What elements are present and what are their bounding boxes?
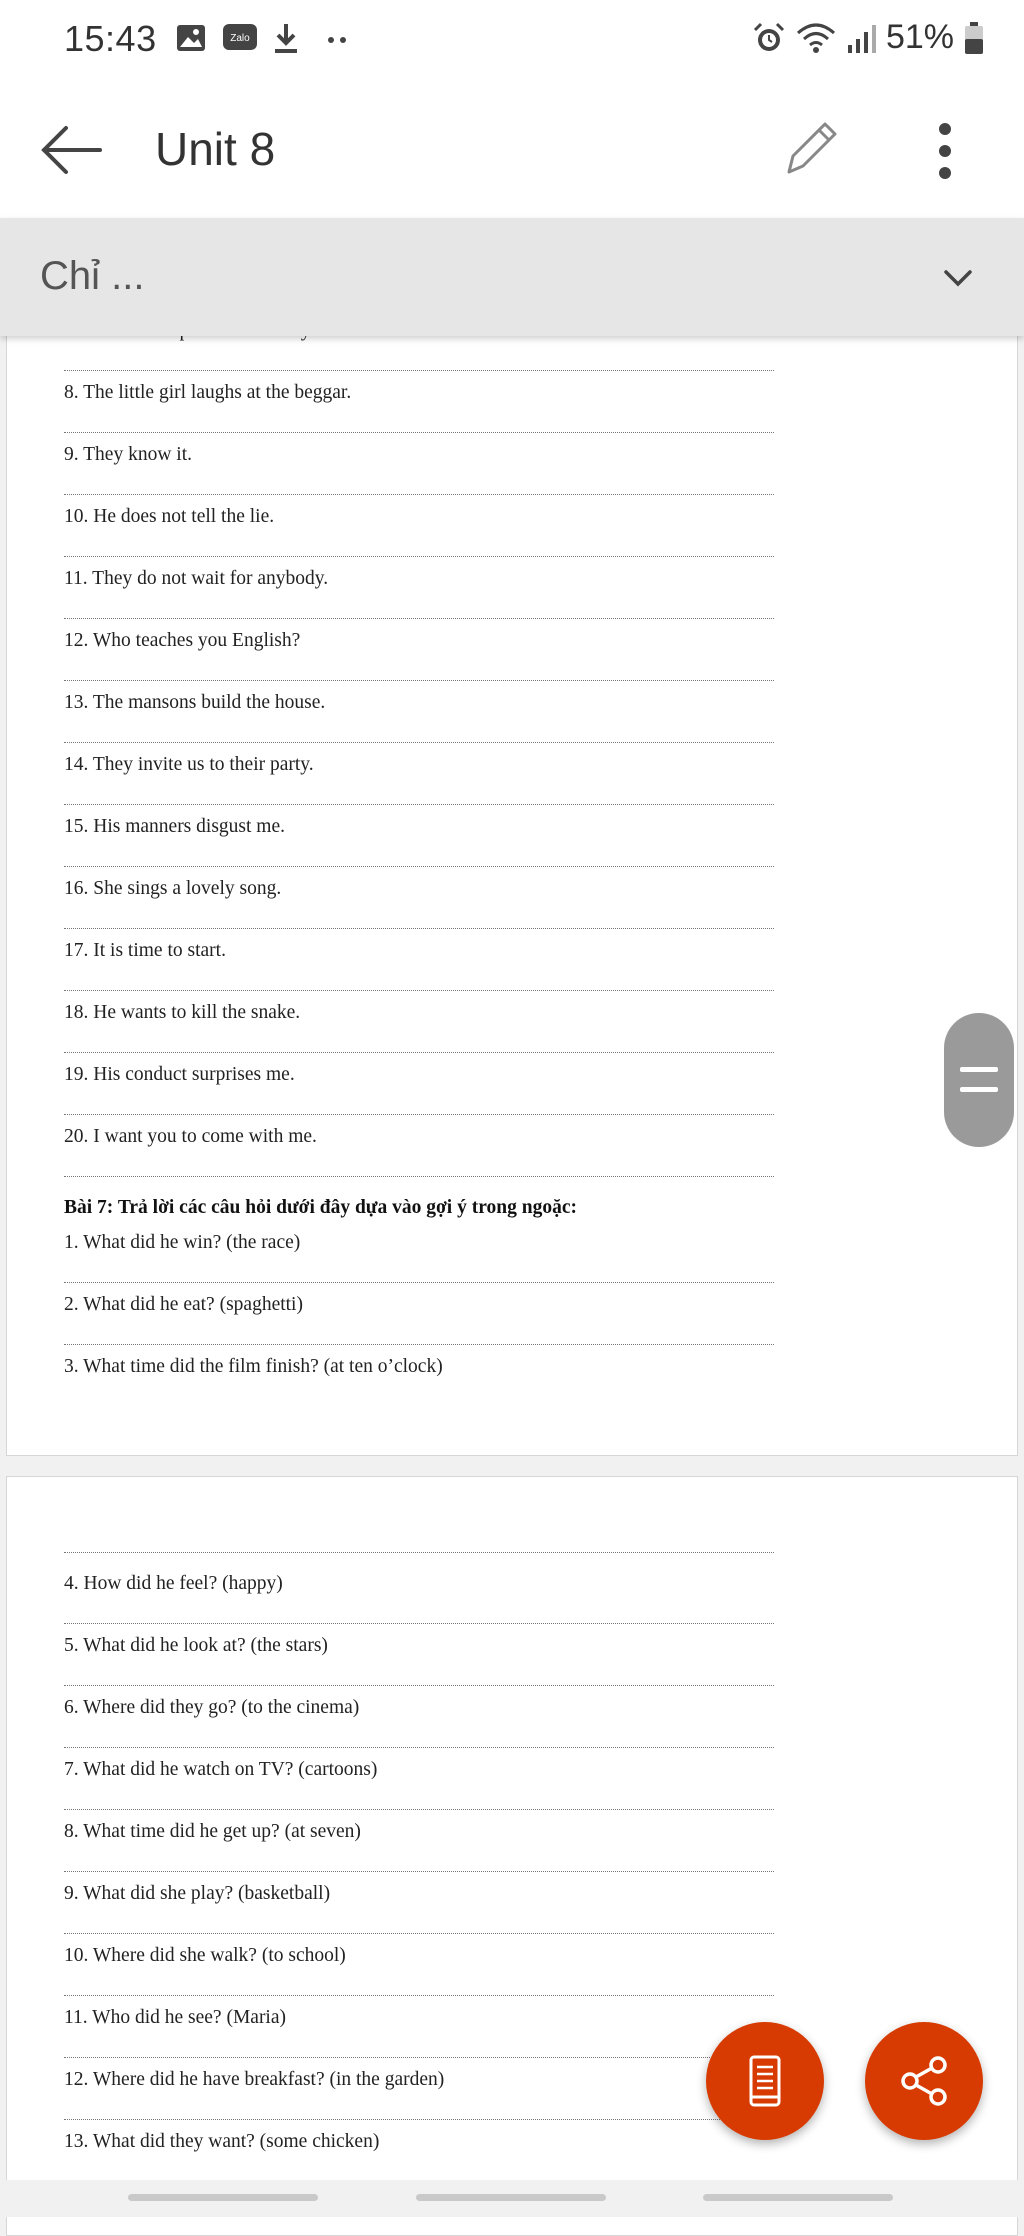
nav-recents-button[interactable]: [128, 2194, 318, 2201]
list-item: 13. The mansons build the house.: [64, 681, 774, 743]
grip-line: [960, 1067, 998, 1072]
chevron-down-icon: [938, 258, 978, 298]
wifi-icon: [796, 21, 836, 55]
battery-icon: [964, 21, 984, 55]
list-item: 14. They invite us to their party.: [64, 743, 774, 805]
list-item: 16. She sings a lovely song.: [64, 867, 774, 929]
list-item: 11. Who did he see? (Maria): [64, 1996, 774, 2058]
pencil-icon[interactable]: [775, 114, 845, 184]
list-item: 20. I want you to come with me.: [64, 1115, 774, 1177]
grip-line: [960, 1087, 998, 1092]
scroll-handle[interactable]: [944, 1013, 1014, 1147]
list-item: 9. They know it.: [64, 433, 774, 495]
list-item: 2. What did he eat? (spaghetti): [64, 1283, 774, 1345]
list-item: 12. Where did he have breakfast? (in the garden): [64, 2058, 774, 2120]
question-list-continued: [64, 1562, 774, 2182]
question-list: [64, 1221, 774, 1407]
status-time: 15:43: [64, 18, 157, 59]
download-icon: [272, 22, 300, 54]
system-nav-bar: [0, 2180, 1024, 2217]
list-item: 3. What time did the film finish? (at ten o’clock): [64, 1356, 443, 1377]
list-item: 9. What did she play? (basketball): [64, 1872, 774, 1934]
exercise-list: [64, 309, 774, 1177]
list-item: 10. Where did she walk? (to school): [64, 1934, 774, 1996]
status-right: [752, 18, 984, 57]
more-dots-icon: [325, 22, 351, 54]
reading-mode-button[interactable]: [706, 2022, 824, 2140]
list-item: 4. How did he feel? (happy): [64, 1562, 774, 1624]
list-item: 6. Where did they go? (to the cinema): [64, 1686, 774, 1748]
list-item: 5. What did he look at? (the stars): [64, 1624, 774, 1686]
list-item: 15. His manners disgust me.: [64, 805, 774, 867]
app-header: [0, 80, 1024, 218]
list-item: 1. What did he win? (the race): [64, 1221, 774, 1283]
list-item: 8. The little girl laughs at the beggar.: [64, 371, 774, 433]
more-vertical-icon[interactable]: [920, 116, 970, 186]
zalo-icon: [222, 22, 258, 54]
share-icon: [894, 2051, 954, 2111]
svg-text:Zalo: Zalo: [230, 33, 250, 44]
alarm-icon: [752, 21, 786, 55]
image-icon: [175, 22, 207, 54]
list-item: 19. His conduct surprises me.: [64, 1053, 774, 1115]
list-item: 13. What did they want? (some chicken): [64, 2120, 774, 2182]
nav-back-button[interactable]: [703, 2194, 893, 2201]
list-item: 8. What time did he get up? (at seven): [64, 1810, 774, 1872]
document-page-2: [6, 1476, 1018, 2236]
list-item: 18. He wants to kill the snake.: [64, 991, 774, 1053]
battery-percent: 51%: [885, 18, 954, 56]
signal-icon: [846, 21, 876, 55]
section-heading: Bài 7: Trả lời các câu hỏi dưới đây dựa vào gợi ý trong ngoặc:: [64, 1197, 577, 1218]
nav-home-button[interactable]: [416, 2194, 606, 2201]
list-item: 17. It is time to start.: [64, 929, 774, 991]
status-bar: [0, 0, 1024, 80]
document-reader-icon: [735, 2051, 795, 2111]
filter-label: Chỉ ...: [40, 254, 145, 298]
back-arrow-icon[interactable]: [36, 120, 106, 180]
list-item: 11. They do not wait for anybody.: [64, 557, 774, 619]
filter-dropdown[interactable]: [0, 218, 1024, 336]
document-page-1: [6, 320, 1018, 1456]
page-title: Unit 8: [155, 123, 276, 175]
list-item: 7. What did he watch on TV? (cartoons): [64, 1748, 774, 1810]
answer-line: [64, 1552, 774, 1553]
list-item: 10. He does not tell the lie.: [64, 495, 774, 557]
list-item: 12. Who teaches you English?: [64, 619, 774, 681]
share-button[interactable]: [865, 2022, 983, 2140]
